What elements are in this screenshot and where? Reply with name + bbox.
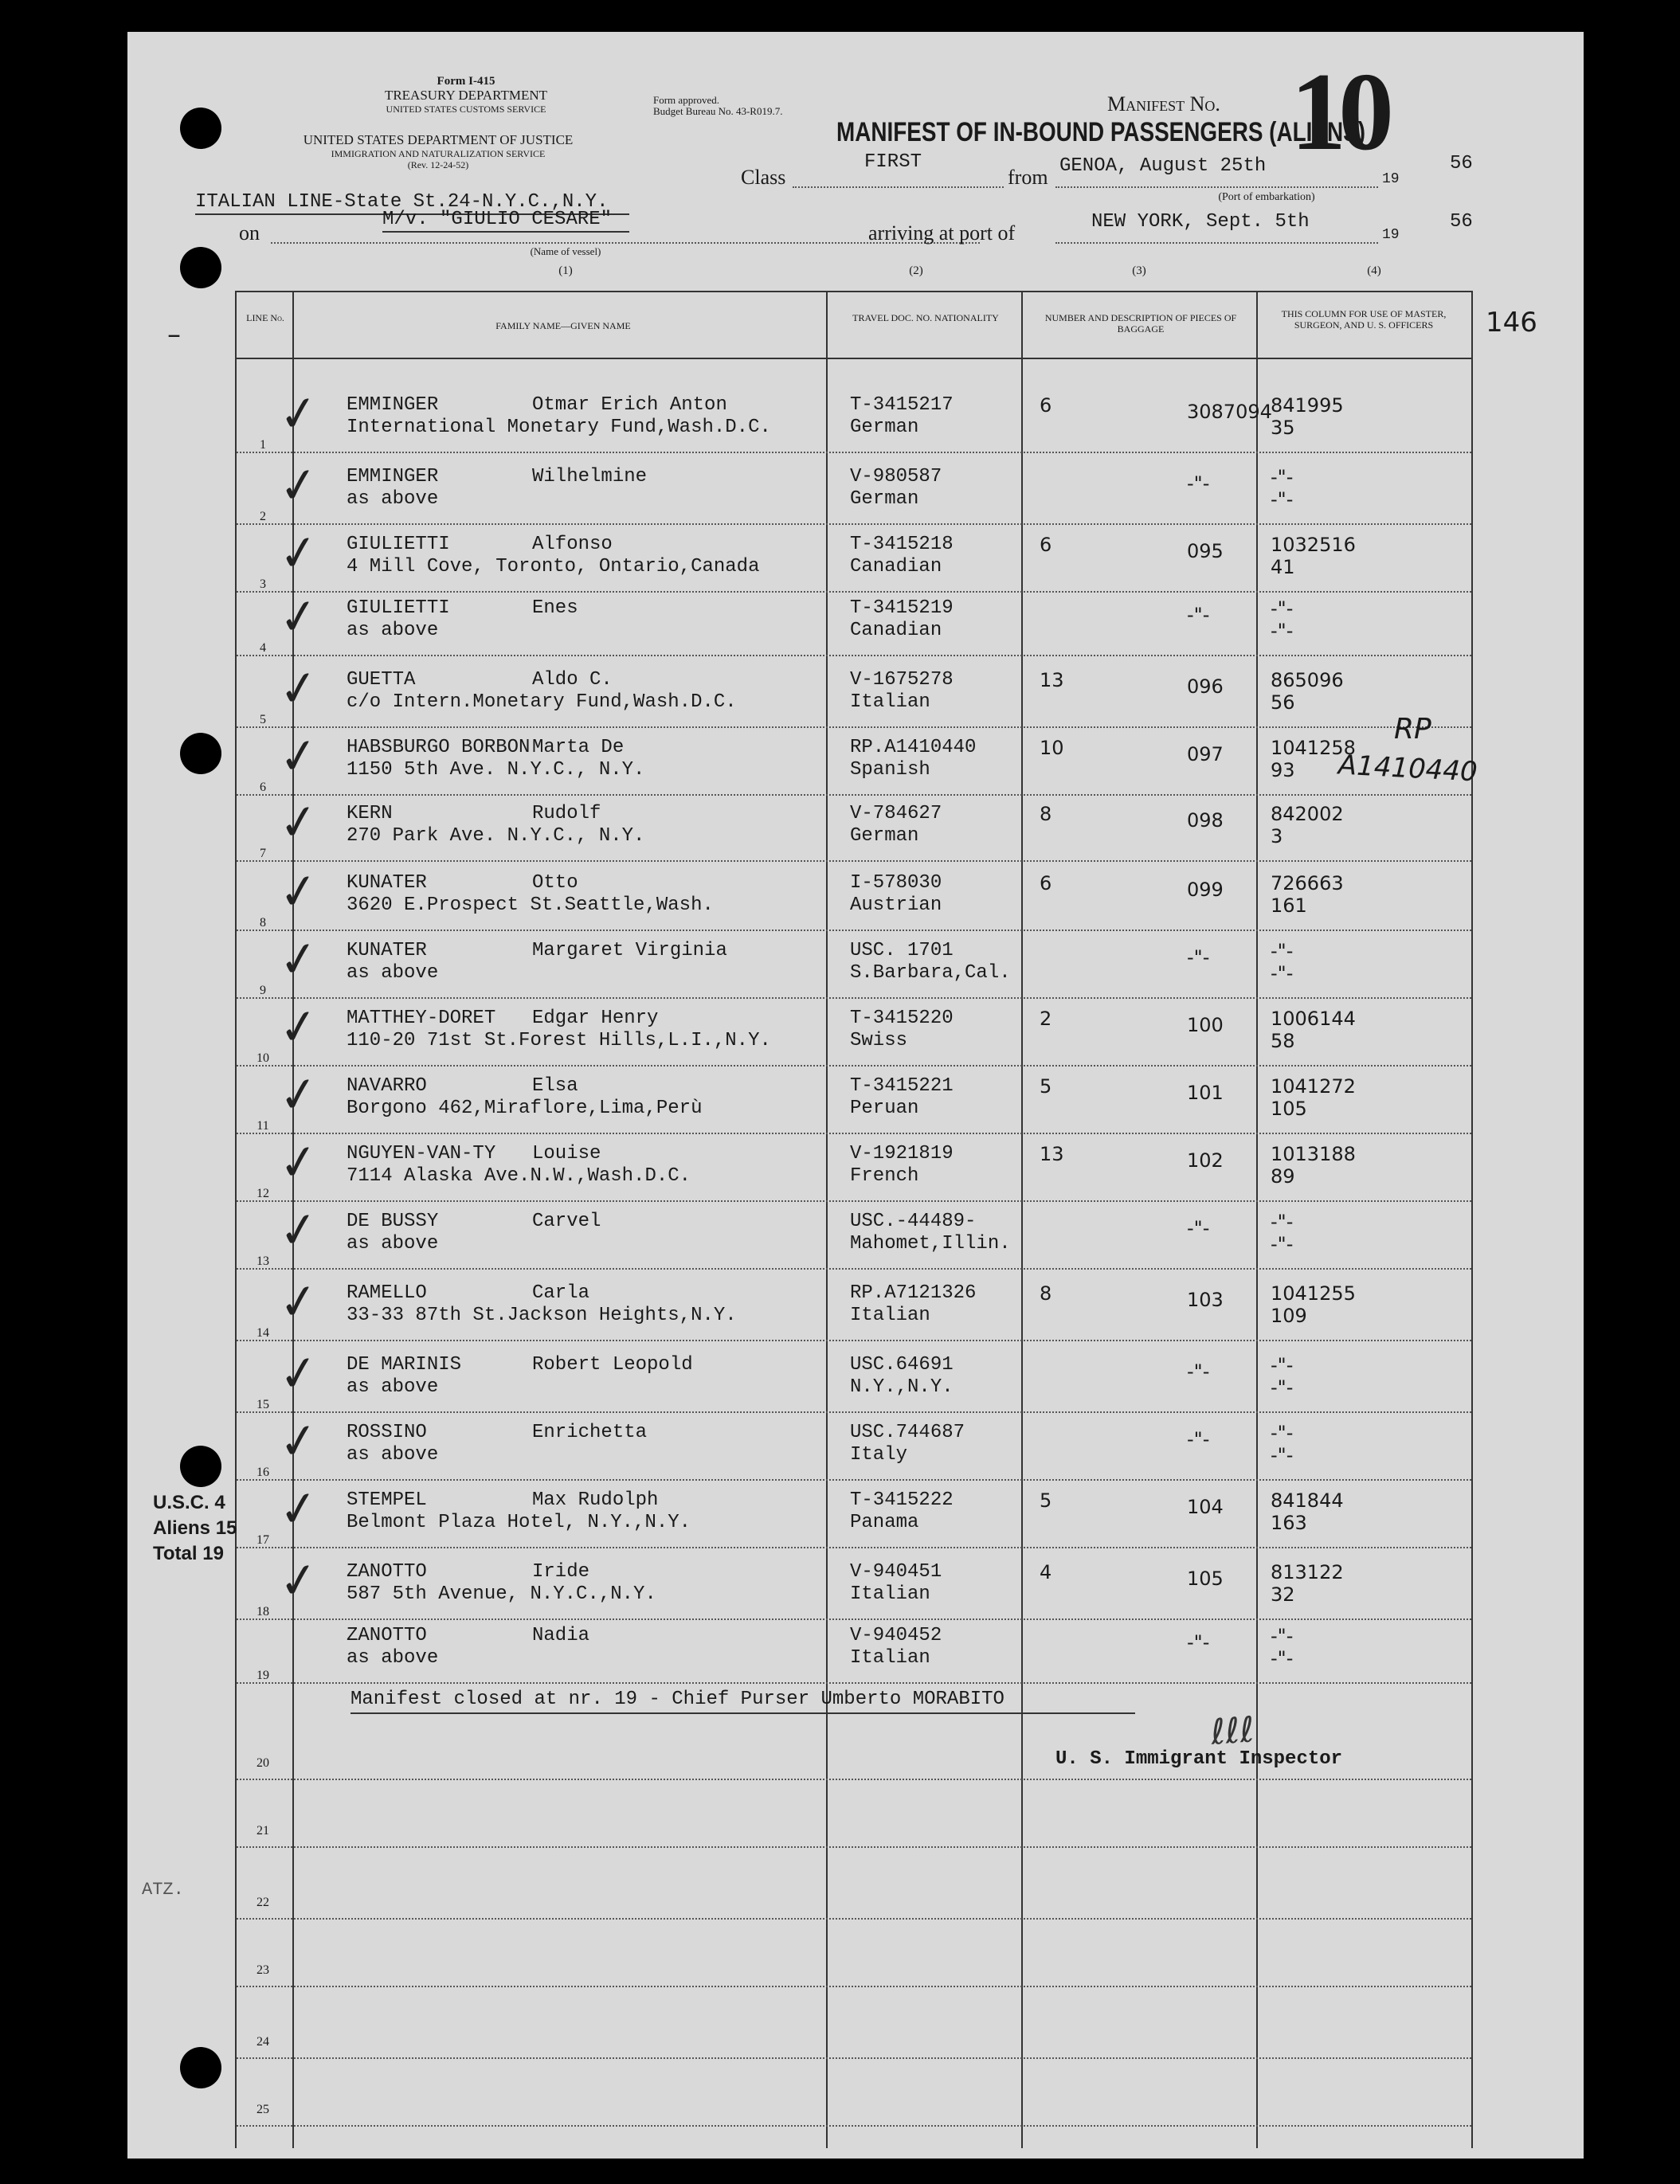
line-number: 5 bbox=[260, 713, 266, 726]
line-number: 22 bbox=[257, 1896, 269, 1909]
nationality: Austrian bbox=[850, 894, 942, 916]
nationality: French bbox=[850, 1165, 919, 1187]
col-head-name: FAMILY NAME—GIVEN NAME bbox=[495, 320, 631, 331]
passenger-given-name: Aldo C. bbox=[532, 669, 613, 691]
arriving-rule bbox=[1055, 242, 1378, 244]
check-mark-icon: ✓ bbox=[275, 1550, 323, 1612]
officer-code: 161 bbox=[1271, 894, 1307, 917]
baggage-pieces: 2 bbox=[1040, 1008, 1052, 1030]
passenger-family-name: NAVARRO bbox=[347, 1075, 427, 1097]
punch-hole bbox=[180, 247, 221, 288]
baggage-pieces: 5 bbox=[1040, 1489, 1052, 1512]
row-separator bbox=[237, 655, 1471, 656]
punch-hole bbox=[180, 733, 221, 774]
officer-code: 35 bbox=[1271, 417, 1295, 439]
row-separator bbox=[237, 1986, 1471, 1987]
check-mark-icon: ✓ bbox=[275, 1411, 323, 1473]
officer-code: -"- bbox=[1271, 962, 1294, 984]
class-rule bbox=[793, 186, 1004, 188]
passenger-address: as above bbox=[347, 620, 439, 641]
passenger-family-name: RAMELLO bbox=[347, 1282, 427, 1304]
passenger-given-name: Louise bbox=[532, 1143, 601, 1164]
baggage-tag: -"- bbox=[1187, 472, 1210, 495]
officer-code: -"- bbox=[1271, 620, 1294, 642]
check-mark-icon: ✓ bbox=[275, 455, 323, 517]
passenger-given-name: Robert Leopold bbox=[532, 1354, 693, 1376]
row-separator bbox=[237, 1846, 1471, 1848]
passenger-family-name: HABSBURGO BORBON bbox=[347, 737, 531, 758]
check-mark-icon: ✓ bbox=[275, 1200, 323, 1262]
travel-doc-number: USC.744687 bbox=[850, 1422, 965, 1443]
nationality: Canadian bbox=[850, 620, 942, 641]
nationality: Swiss bbox=[850, 1030, 908, 1051]
year2-prefix: 19 bbox=[1382, 227, 1400, 243]
travel-doc-number: T-3415222 bbox=[850, 1489, 954, 1511]
justice-dept: UNITED STATES DEPARTMENT OF JUSTICE bbox=[303, 132, 574, 147]
margin-usc: U.S.C. 4 bbox=[153, 1492, 225, 1513]
travel-doc-number: V-1921819 bbox=[850, 1143, 954, 1164]
passenger-address: 7114 Alaska Ave.N.W.,Wash.D.C. bbox=[347, 1165, 691, 1187]
officer-code: 58 bbox=[1271, 1030, 1295, 1052]
officer-code: 105 bbox=[1271, 1098, 1307, 1120]
col-number-4: (4) bbox=[1367, 264, 1381, 277]
passenger-given-name: Rudolf bbox=[532, 803, 601, 824]
travel-doc-number: V-940452 bbox=[850, 1625, 942, 1646]
row-separator bbox=[237, 2125, 1471, 2127]
officer-number: 842002 bbox=[1271, 803, 1344, 825]
travel-doc-number: V-980587 bbox=[850, 466, 942, 487]
passenger-family-name: EMMINGER bbox=[347, 394, 439, 416]
officer-number: 841844 bbox=[1271, 1489, 1344, 1512]
ins-service: IMMIGRATION AND NATURALIZATION SERVICE bbox=[331, 148, 546, 159]
inspector-signature: ℓℓℓ bbox=[1209, 1709, 1256, 1753]
officer-code: -"- bbox=[1271, 488, 1294, 511]
officer-number: 1041272 bbox=[1271, 1075, 1356, 1098]
nationality: Spanish bbox=[850, 759, 930, 781]
line-number: 12 bbox=[257, 1187, 269, 1200]
col-number-2: (2) bbox=[909, 264, 923, 277]
travel-doc-number: USC. 1701 bbox=[850, 940, 954, 961]
line-number: 11 bbox=[257, 1119, 269, 1133]
check-mark-icon: ✓ bbox=[275, 1271, 323, 1333]
on-label: on bbox=[239, 221, 260, 245]
passenger-family-name: GIULIETTI bbox=[347, 534, 450, 555]
officer-number: -"- bbox=[1271, 1354, 1294, 1376]
passenger-family-name: KERN bbox=[347, 803, 393, 824]
passenger-given-name: Enrichetta bbox=[532, 1422, 648, 1443]
line-number: 14 bbox=[257, 1326, 269, 1340]
officer-number: 726663 bbox=[1271, 872, 1344, 894]
punch-hole bbox=[180, 108, 221, 149]
baggage-tag: -"- bbox=[1187, 1217, 1210, 1239]
officer-code: -"- bbox=[1271, 1444, 1294, 1466]
passenger-given-name: Carla bbox=[532, 1282, 590, 1304]
officer-number: -"- bbox=[1271, 466, 1294, 488]
row-separator bbox=[237, 1618, 1471, 1620]
passenger-given-name: Otto bbox=[532, 872, 578, 894]
line-number: 3 bbox=[260, 577, 266, 591]
line-number: 15 bbox=[257, 1398, 269, 1411]
class-value: FIRST bbox=[864, 151, 922, 173]
officer-number: 813122 bbox=[1271, 1561, 1344, 1583]
baggage-tag: 097 bbox=[1187, 743, 1224, 765]
form-revision: (Rev. 12-24-52) bbox=[407, 159, 469, 170]
row-separator bbox=[237, 523, 1471, 525]
passenger-family-name: GIULIETTI bbox=[347, 597, 450, 619]
line-number: 13 bbox=[257, 1254, 269, 1268]
passenger-address: 270 Park Ave. N.Y.C., N.Y. bbox=[347, 825, 645, 847]
passenger-given-name: Marta De bbox=[532, 737, 625, 758]
row-separator bbox=[237, 726, 1471, 728]
officer-number: 841995 bbox=[1271, 394, 1344, 417]
line-number: 17 bbox=[257, 1533, 269, 1547]
row-separator bbox=[237, 1200, 1471, 1202]
check-mark-icon: ✓ bbox=[275, 861, 323, 923]
nationality: German bbox=[850, 825, 919, 847]
class-label: Class bbox=[741, 166, 786, 189]
baggage-tag: 095 bbox=[1187, 540, 1224, 562]
baggage-pieces: 6 bbox=[1040, 872, 1052, 894]
travel-doc-number: T-3415217 bbox=[850, 394, 954, 416]
nationality: N.Y.,N.Y. bbox=[850, 1376, 954, 1398]
left-edge-stamp: ATZ. bbox=[142, 1880, 184, 1900]
passenger-family-name: STEMPEL bbox=[347, 1489, 427, 1511]
baggage-tag: 098 bbox=[1187, 809, 1224, 832]
passenger-family-name: KUNATER bbox=[347, 872, 427, 894]
treasury-dept: TREASURY DEPARTMENT bbox=[384, 88, 548, 103]
passenger-address: as above bbox=[347, 1233, 439, 1254]
baggage-tag: 105 bbox=[1187, 1568, 1224, 1590]
baggage-pieces: 10 bbox=[1040, 737, 1064, 759]
passenger-family-name: MATTHEY-DORET bbox=[347, 1008, 496, 1029]
row-separator bbox=[237, 794, 1471, 796]
from-value: GENOA, August 25th bbox=[1059, 155, 1267, 177]
check-mark-icon: ✓ bbox=[275, 1132, 323, 1194]
arriving-value: NEW YORK, Sept. 5th bbox=[1091, 211, 1310, 233]
row-separator bbox=[237, 1918, 1471, 1920]
line-number: 25 bbox=[257, 2103, 269, 2116]
form-approved: Form approved. bbox=[653, 94, 720, 106]
passenger-address: 587 5th Avenue, N.Y.C.,N.Y. bbox=[347, 1583, 656, 1605]
left-edge-mark: – bbox=[167, 319, 181, 350]
baggage-pieces: 13 bbox=[1040, 669, 1064, 691]
nationality: German bbox=[850, 417, 919, 438]
col-divider bbox=[1021, 292, 1023, 2148]
header-rule bbox=[237, 358, 1471, 359]
baggage-pieces: 6 bbox=[1040, 394, 1052, 417]
passenger-given-name: Otmar Erich Anton bbox=[532, 394, 727, 416]
check-mark-icon: ✓ bbox=[275, 523, 323, 585]
passenger-given-name: Wilhelmine bbox=[532, 466, 648, 487]
baggage-tag: -"- bbox=[1187, 604, 1210, 626]
check-mark-icon: ✓ bbox=[275, 383, 323, 445]
officer-number: -"- bbox=[1271, 1422, 1294, 1444]
officer-code: -"- bbox=[1271, 1647, 1294, 1669]
baggage-tag: -"- bbox=[1187, 946, 1210, 969]
passenger-given-name: Margaret Virginia bbox=[532, 940, 727, 961]
col-head-line: LINE No. bbox=[246, 312, 284, 323]
nationality: Italian bbox=[850, 1647, 930, 1669]
passenger-given-name: Max Rudolph bbox=[532, 1489, 659, 1511]
passenger-address: as above bbox=[347, 962, 439, 984]
officer-number: -"- bbox=[1271, 1211, 1294, 1233]
row-separator bbox=[237, 860, 1471, 862]
nationality: Panama bbox=[850, 1512, 919, 1533]
check-mark-icon: ✓ bbox=[275, 726, 323, 788]
officer-number: -"- bbox=[1271, 597, 1294, 620]
check-mark-icon: ✓ bbox=[275, 792, 323, 854]
baggage-tag: 101 bbox=[1187, 1082, 1224, 1104]
row-separator bbox=[237, 1682, 1471, 1684]
check-mark-icon: ✓ bbox=[275, 658, 323, 720]
baggage-tag: 096 bbox=[1187, 675, 1224, 698]
baggage-tag: -"- bbox=[1187, 1631, 1210, 1654]
row-separator bbox=[237, 1268, 1471, 1270]
line-number: 4 bbox=[260, 641, 266, 655]
col-divider bbox=[826, 292, 828, 2148]
col-head-officers: THIS COLUMN FOR USE OF MASTER, SURGEON, AND U. S. OFFICERS bbox=[1281, 308, 1447, 331]
col-head-baggage: NUMBER AND DESCRIPTION OF PIECES OF BAGGAGE bbox=[1044, 312, 1237, 335]
officer-number: -"- bbox=[1271, 940, 1294, 962]
year1-prefix: 19 bbox=[1382, 171, 1400, 187]
travel-doc-number: V-1675278 bbox=[850, 669, 954, 691]
row-separator bbox=[237, 1411, 1471, 1413]
travel-doc-number: USC.64691 bbox=[850, 1354, 954, 1376]
manifest-no-label: Manifest No. bbox=[1107, 92, 1220, 115]
line-number: 21 bbox=[257, 1824, 269, 1838]
nationality: Mahomet,Illin. bbox=[850, 1233, 1011, 1254]
vessel-underline bbox=[382, 231, 629, 233]
page-title: MANIFEST OF IN-BOUND PASSENGERS (ALIENS) bbox=[836, 117, 1365, 147]
nationality: Canadian bbox=[850, 556, 942, 577]
passenger-given-name: Iride bbox=[532, 1561, 590, 1583]
manifest-number: 10 bbox=[1290, 50, 1386, 174]
nationality: Italian bbox=[850, 691, 930, 713]
nationality: Peruan bbox=[850, 1098, 919, 1119]
passenger-address: as above bbox=[347, 488, 439, 510]
line-number: 16 bbox=[257, 1466, 269, 1479]
check-mark-icon: ✓ bbox=[275, 586, 323, 648]
officer-number: 1032516 bbox=[1271, 534, 1356, 556]
travel-doc-number: V-940451 bbox=[850, 1561, 942, 1583]
row-separator bbox=[237, 930, 1471, 931]
line-number: 7 bbox=[260, 847, 266, 860]
officer-number: 1013188 bbox=[1271, 1143, 1356, 1165]
travel-doc-number: RP.A7121326 bbox=[850, 1282, 977, 1304]
passenger-address: International Monetary Fund,Wash.D.C. bbox=[347, 417, 771, 438]
travel-doc-number: USC.-44489- bbox=[850, 1211, 977, 1232]
nationality: S.Barbara,Cal. bbox=[850, 962, 1011, 984]
passenger-given-name: Edgar Henry bbox=[532, 1008, 659, 1029]
passenger-address: c/o Intern.Monetary Fund,Wash.D.C. bbox=[347, 691, 737, 713]
form-number: Form I-415 bbox=[437, 75, 495, 88]
from-rule bbox=[1055, 186, 1378, 188]
travel-doc-number: I-578030 bbox=[850, 872, 942, 894]
passenger-address: 1150 5th Ave. N.Y.C., N.Y. bbox=[347, 759, 645, 781]
baggage-tag: -"- bbox=[1187, 1428, 1210, 1450]
passenger-given-name: Elsa bbox=[532, 1075, 578, 1097]
budget-bureau: Budget Bureau No. 43-R019.7. bbox=[653, 105, 783, 117]
travel-doc-number: RP.A1410440 bbox=[850, 737, 977, 758]
nationality: Italy bbox=[850, 1444, 908, 1466]
baggage-pieces: 13 bbox=[1040, 1143, 1064, 1165]
row-separator bbox=[237, 2057, 1471, 2059]
closing-underline bbox=[350, 1712, 1135, 1714]
passenger-address: as above bbox=[347, 1376, 439, 1398]
passenger-address: Belmont Plaza Hotel, N.Y.,N.Y. bbox=[347, 1512, 691, 1533]
arriving-label: arriving at port of bbox=[868, 221, 1016, 245]
officer-code: 109 bbox=[1271, 1305, 1307, 1327]
nationality: Italian bbox=[850, 1305, 930, 1326]
side-note-a-number: A1410440 bbox=[1337, 749, 1478, 789]
baggage-tag: 104 bbox=[1187, 1496, 1224, 1518]
line-number: 10 bbox=[257, 1051, 269, 1065]
col-number-1: (1) bbox=[558, 264, 573, 277]
passenger-family-name: NGUYEN-VAN-TY bbox=[347, 1143, 496, 1164]
passenger-family-name: GUETTA bbox=[347, 669, 416, 691]
officer-number: 1041255 bbox=[1271, 1282, 1356, 1305]
passenger-address: as above bbox=[347, 1444, 439, 1466]
manifest-page bbox=[127, 32, 1584, 2159]
baggage-pieces: 8 bbox=[1040, 803, 1052, 825]
row-separator bbox=[237, 997, 1471, 999]
row-separator bbox=[237, 1133, 1471, 1134]
punch-hole bbox=[180, 1446, 221, 1487]
line-number: 8 bbox=[260, 916, 266, 930]
officer-code: 41 bbox=[1271, 556, 1295, 578]
passenger-address: 110-20 71st St.Forest Hills,L.I.,N.Y. bbox=[347, 1030, 771, 1051]
row-separator bbox=[237, 1779, 1471, 1780]
nationality: Italian bbox=[850, 1583, 930, 1605]
line-number: 2 bbox=[260, 510, 266, 523]
baggage-pieces: 6 bbox=[1040, 534, 1052, 556]
passenger-address: Borgono 462,Miraflore,Lima,Perù bbox=[347, 1098, 703, 1119]
check-mark-icon: ✓ bbox=[275, 996, 323, 1059]
passenger-family-name: EMMINGER bbox=[347, 466, 439, 487]
officer-code: -"- bbox=[1271, 1233, 1294, 1255]
from-label: from bbox=[1008, 166, 1048, 189]
check-mark-icon: ✓ bbox=[275, 1343, 323, 1405]
officer-code: 89 bbox=[1271, 1165, 1295, 1188]
year2-value: 56 bbox=[1450, 211, 1473, 233]
passenger-given-name: Enes bbox=[532, 597, 578, 619]
closing-statement: Manifest closed at nr. 19 - Chief Purser Umberto MORABITO bbox=[350, 1689, 1004, 1710]
margin-total: Total 19 bbox=[153, 1543, 224, 1564]
passenger-family-name: ROSSINO bbox=[347, 1422, 427, 1443]
col-divider bbox=[1256, 292, 1258, 2148]
baggage-tag: -"- bbox=[1187, 1360, 1210, 1383]
line-number: 9 bbox=[260, 984, 266, 997]
travel-doc-number: T-3415218 bbox=[850, 534, 954, 555]
year1-value: 56 bbox=[1450, 153, 1473, 174]
baggage-tag: 103 bbox=[1187, 1289, 1224, 1311]
passenger-given-name: Alfonso bbox=[532, 534, 613, 555]
line-number: 18 bbox=[257, 1605, 269, 1618]
row-separator bbox=[237, 591, 1471, 593]
col-head-travel: TRAVEL DOC. NO. NATIONALITY bbox=[852, 312, 999, 323]
punch-hole bbox=[180, 2047, 221, 2088]
row-separator bbox=[237, 1547, 1471, 1548]
vessel-label: (Name of vessel) bbox=[530, 245, 601, 257]
officer-code: 56 bbox=[1271, 691, 1295, 714]
row-separator bbox=[237, 1340, 1471, 1341]
baggage-pieces: 8 bbox=[1040, 1282, 1052, 1305]
line-number: 23 bbox=[257, 1963, 269, 1977]
officer-number: 1041258 bbox=[1271, 737, 1356, 759]
officer-code: -"- bbox=[1271, 1376, 1294, 1399]
nationality: German bbox=[850, 488, 919, 510]
passenger-family-name: ZANOTTO bbox=[347, 1561, 427, 1583]
officer-number: -"- bbox=[1271, 1625, 1294, 1647]
side-note-rp: RP bbox=[1394, 713, 1431, 746]
baggage-tag: 100 bbox=[1187, 1014, 1224, 1036]
check-mark-icon: ✓ bbox=[275, 929, 323, 991]
check-mark-icon: ✓ bbox=[275, 1478, 323, 1540]
passenger-given-name: Nadia bbox=[532, 1625, 590, 1646]
officer-code: 3 bbox=[1271, 825, 1283, 847]
travel-doc-number: T-3415221 bbox=[850, 1075, 954, 1097]
check-mark-icon: ✓ bbox=[275, 1064, 323, 1126]
officer-code: 163 bbox=[1271, 1512, 1307, 1534]
passenger-given-name: Carvel bbox=[532, 1211, 601, 1232]
travel-doc-number: T-3415220 bbox=[850, 1008, 954, 1029]
line-number: 19 bbox=[257, 1669, 269, 1682]
passenger-address: 4 Mill Cove, Toronto, Ontario,Canada bbox=[347, 556, 760, 577]
baggage-tag: 3087094 bbox=[1187, 401, 1272, 423]
vessel-name: M/v. "GIULIO CESARE" bbox=[382, 209, 613, 230]
passenger-address: 3620 E.Prospect St.Seattle,Wash. bbox=[347, 894, 714, 916]
customs-service: UNITED STATES CUSTOMS SERVICE bbox=[386, 104, 546, 115]
baggage-pieces: 5 bbox=[1040, 1075, 1052, 1098]
row-separator bbox=[237, 452, 1471, 453]
baggage-tag: 102 bbox=[1187, 1149, 1224, 1172]
row-separator bbox=[237, 1479, 1471, 1481]
officer-code: 32 bbox=[1271, 1583, 1295, 1606]
officer-number: 865096 bbox=[1271, 669, 1344, 691]
passenger-family-name: DE MARINIS bbox=[347, 1354, 462, 1376]
margin-aliens: Aliens 15 bbox=[153, 1517, 237, 1539]
passenger-address: 33-33 87th St.Jackson Heights,N.Y. bbox=[347, 1305, 737, 1326]
travel-doc-number: T-3415219 bbox=[850, 597, 954, 619]
port-embark-label: (Port of embarkation) bbox=[1218, 191, 1315, 203]
passenger-address: as above bbox=[347, 1647, 439, 1669]
baggage-pieces: 4 bbox=[1040, 1561, 1052, 1583]
line-number: 24 bbox=[257, 2035, 269, 2049]
col-number-3: (3) bbox=[1132, 264, 1146, 277]
row-separator bbox=[237, 1065, 1471, 1067]
line-owner: ITALIAN LINE-State St.24-N.Y.C.,N.Y. bbox=[195, 191, 609, 213]
inspector-title: U. S. Immigrant Inspector bbox=[1055, 1748, 1343, 1770]
line-number: 20 bbox=[257, 1756, 269, 1770]
passenger-family-name: DE BUSSY bbox=[347, 1211, 439, 1232]
officer-number: 1006144 bbox=[1271, 1008, 1356, 1030]
travel-doc-number: V-784627 bbox=[850, 803, 942, 824]
baggage-tag: 099 bbox=[1187, 879, 1224, 901]
line-number: 1 bbox=[260, 438, 266, 452]
line-number: 6 bbox=[260, 781, 266, 794]
page-number: 146 bbox=[1486, 307, 1537, 339]
passenger-family-name: KUNATER bbox=[347, 940, 427, 961]
officer-code: 93 bbox=[1271, 759, 1295, 781]
passenger-family-name: ZANOTTO bbox=[347, 1625, 427, 1646]
